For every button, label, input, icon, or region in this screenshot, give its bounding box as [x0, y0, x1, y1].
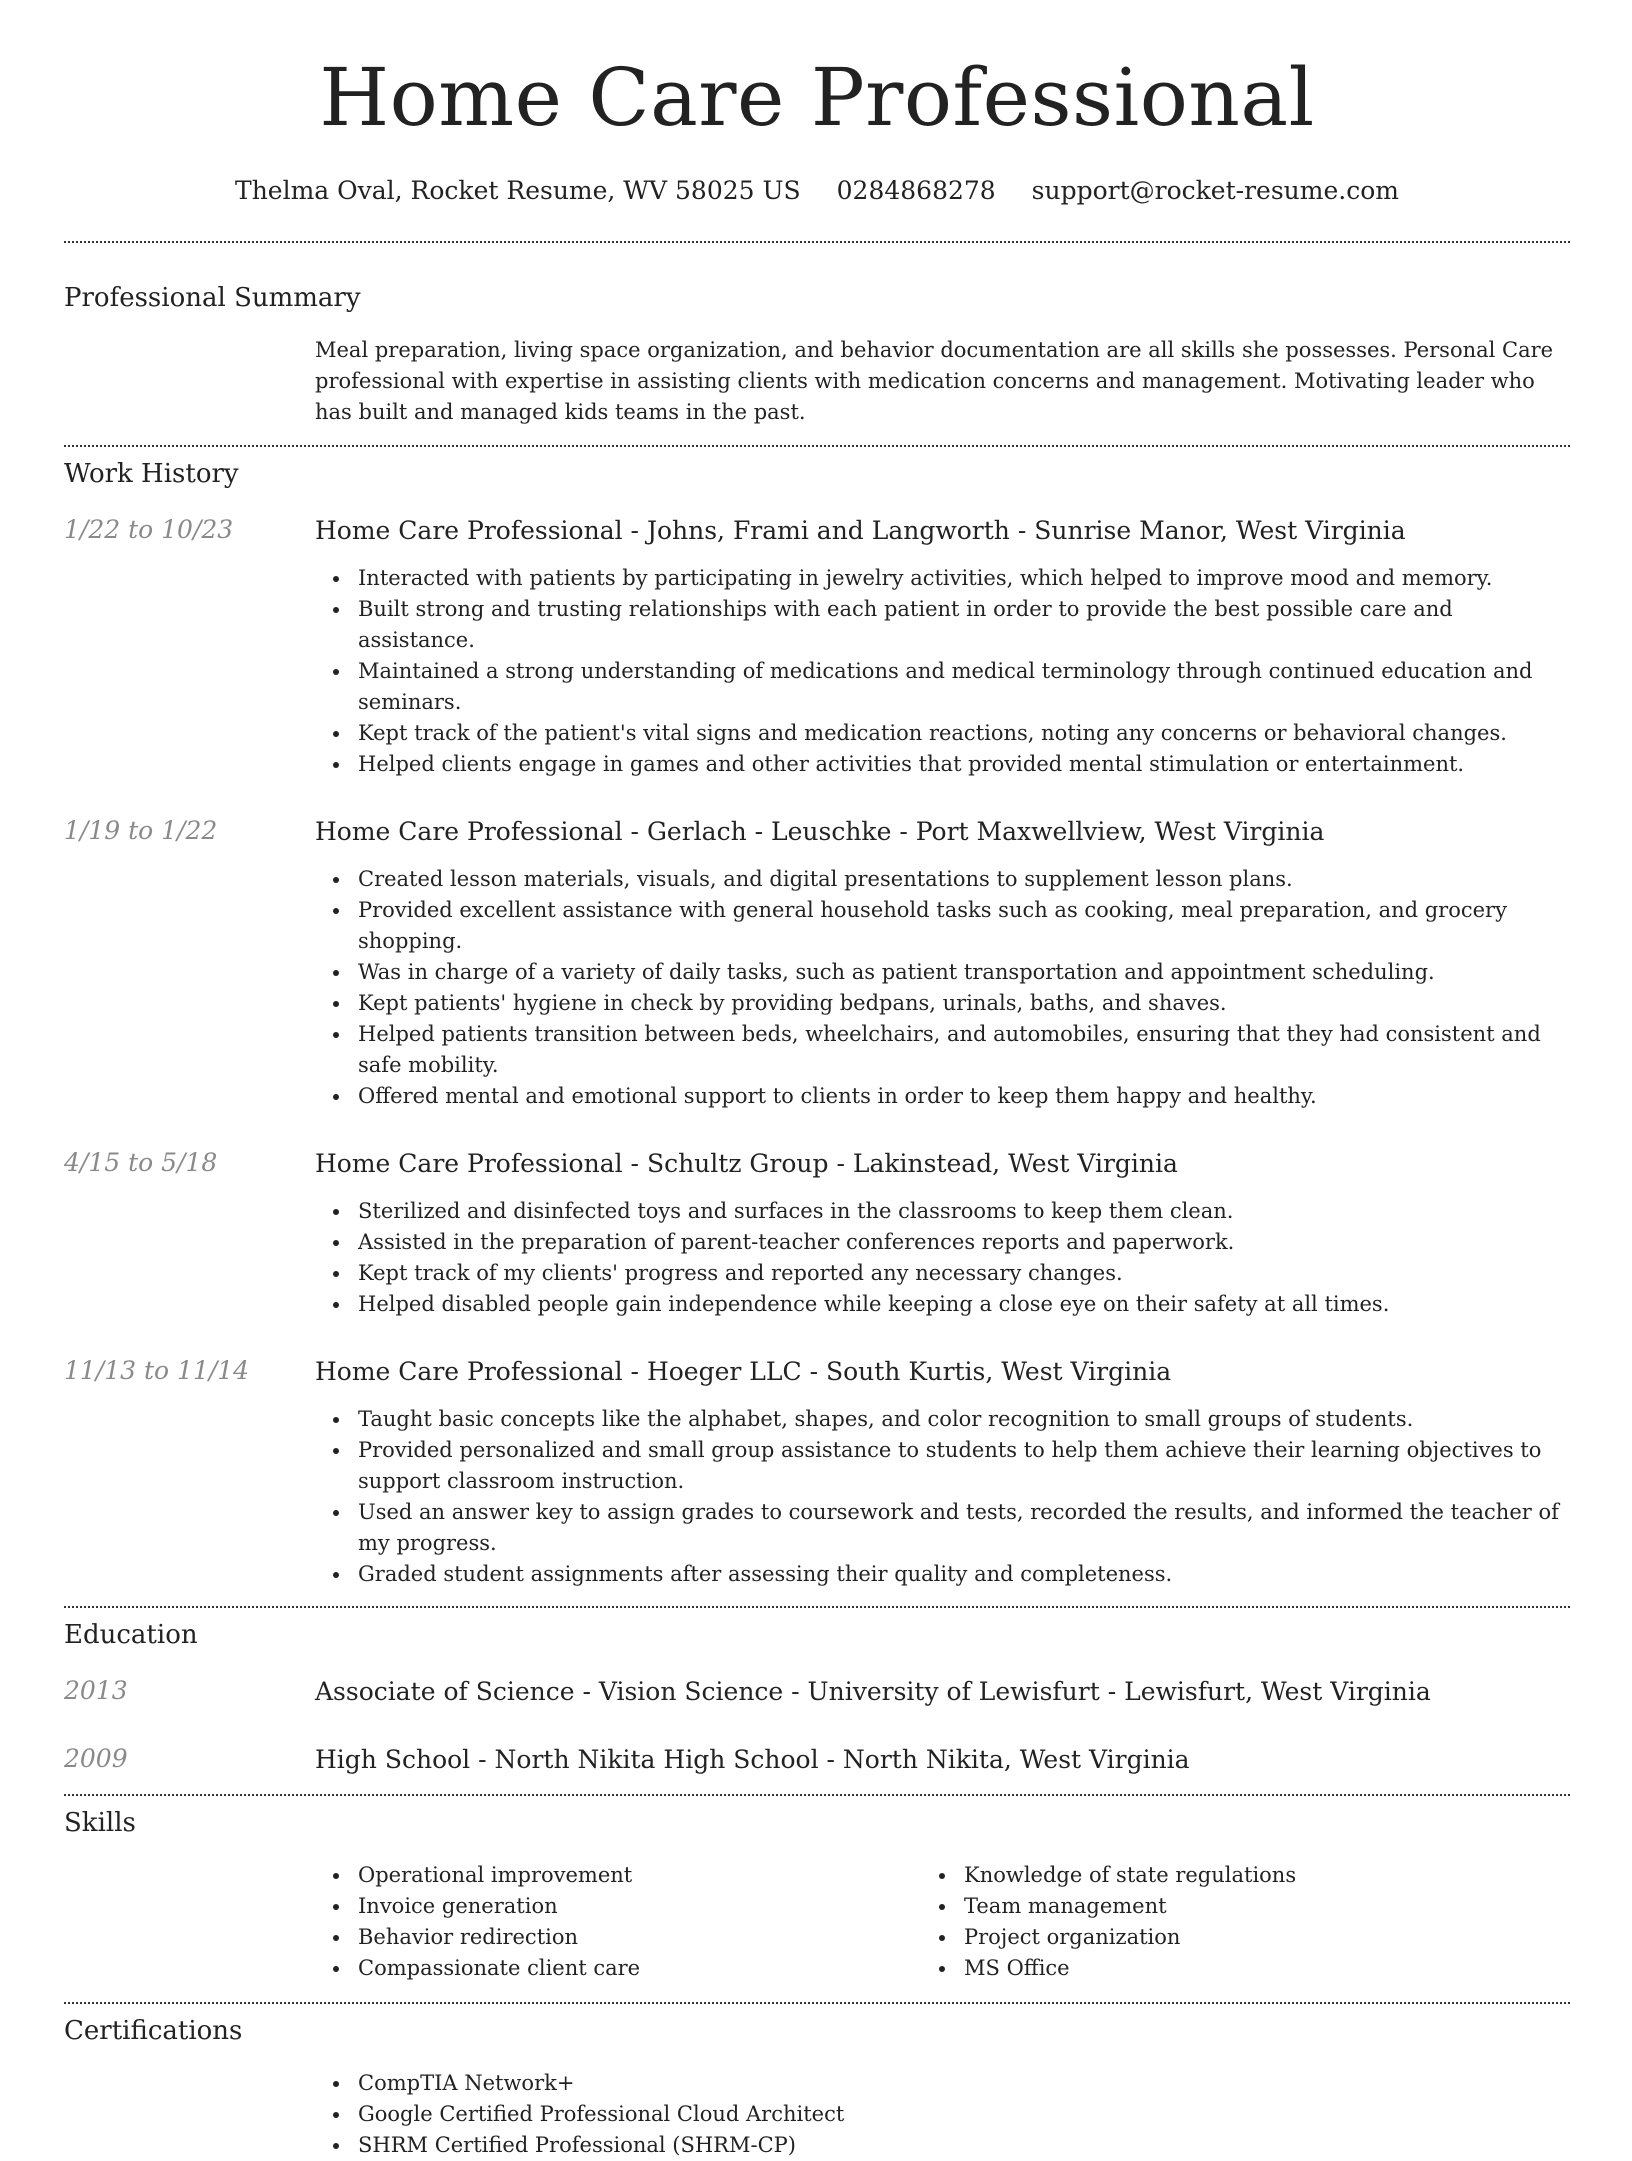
summary-heading: Professional Summary: [64, 283, 361, 313]
skills-column-right: [964, 1860, 1570, 1984]
work-history-heading: Work History: [64, 459, 239, 489]
job-bullet: Interacted with patients by participating in jewelry activities, which helped to improve mood and memory.: [358, 563, 1570, 594]
job-entry: [64, 816, 1570, 1112]
divider: [64, 2002, 1570, 2004]
job-bullet: Provided personalized and small group assistance to students to help them achieve their learning objectives to support classroom instruction.: [358, 1435, 1570, 1497]
divider: [64, 241, 1570, 243]
job-bullet: Created lesson materials, visuals, and digital presentations to supplement lesson plans.: [358, 864, 1570, 895]
job-bullet: Kept patients' hygiene in check by providing bedpans, urinals, baths, and shaves.: [358, 988, 1570, 1019]
education-entry: [64, 1676, 1570, 1708]
job-bullet: Used an answer key to assign grades to coursework and tests, recorded the results, and informed the teacher of my progress.: [358, 1497, 1570, 1559]
skills-grid: [358, 1860, 1570, 1984]
job-bullet: Graded student assignments after assessing their quality and completeness.: [358, 1559, 1570, 1590]
job-bullet: Sterilized and disinfected toys and surfaces in the classrooms to keep them clean.: [358, 1196, 1570, 1227]
job-date: 11/13 to 11/14: [64, 1356, 250, 1385]
education-date: 2009: [64, 1744, 128, 1773]
job-title: Home Care Professional - Gerlach - Leuschke - Port Maxwellview, West Virginia: [315, 817, 1325, 846]
skill-item: Team management: [964, 1891, 1570, 1922]
job-bullets: [358, 1196, 1570, 1320]
job-bullet: Provided excellent assistance with general household tasks such as cooking, meal preparation, and grocery shopping.: [358, 895, 1570, 957]
job-bullet: Helped clients engage in games and other activities that provided mental stimulation or entertainment.: [358, 749, 1570, 780]
job-title: Home Care Professional - Hoeger LLC - South Kurtis, West Virginia: [315, 1357, 1172, 1386]
skills-section: [64, 1808, 1570, 1984]
job-bullet: Assisted in the preparation of parent-teacher conferences reports and paperwork.: [358, 1227, 1570, 1258]
skill-item: Behavior redirection: [358, 1922, 964, 1953]
work-history-section: [64, 459, 1570, 1590]
skills-column-left: [358, 1860, 964, 1984]
job-bullets: [358, 1404, 1570, 1590]
skill-item: Knowledge of state regulations: [964, 1860, 1570, 1891]
certification-item: CompTIA Network+: [358, 2068, 1570, 2099]
contact-address: Thelma Oval, Rocket Resume, WV 58025 US: [235, 176, 801, 205]
job-bullet: Taught basic concepts like the alphabet, shapes, and color recognition to small groups of students.: [358, 1404, 1570, 1435]
divider: [64, 445, 1570, 447]
skill-item: Project organization: [964, 1922, 1570, 1953]
job-bullet: Offered mental and emotional support to clients in order to keep them happy and healthy.: [358, 1081, 1570, 1112]
job-bullets: [358, 563, 1570, 780]
divider: [64, 1606, 1570, 1608]
contact-phone: 0284868278: [836, 176, 996, 205]
education-date: 2013: [64, 1676, 128, 1705]
job-title: Home Care Professional - Schultz Group - Lakinstead, West Virginia: [315, 1149, 1178, 1178]
education-title: High School - North Nikita High School - North Nikita, West Virginia: [315, 1745, 1190, 1774]
education-heading: Education: [64, 1620, 198, 1650]
job-entry: [64, 1148, 1570, 1320]
skill-item: MS Office: [964, 1953, 1570, 1984]
job-bullets: [358, 864, 1570, 1112]
job-bullet: Built strong and trusting relationships with each patient in order to provide the best possible care and assistance.: [358, 594, 1570, 656]
certifications-list: [358, 2068, 1570, 2161]
education-section: [64, 1620, 1570, 1776]
contact-email: support@rocket-resume.com: [1031, 176, 1399, 205]
job-bullet: Kept track of the patient's vital signs and medication reactions, noting any concerns or behavioral changes.: [358, 718, 1570, 749]
certification-item: Google Certified Professional Cloud Architect: [358, 2099, 1570, 2130]
education-title: Associate of Science - Vision Science - University of Lewisfurt - Lewisfurt, West Virginia: [315, 1677, 1431, 1706]
education-entry: [64, 1744, 1570, 1776]
resume-page: [64, 0, 1570, 2161]
job-date: 1/22 to 10/23: [64, 515, 234, 544]
skill-item: Operational improvement: [358, 1860, 964, 1891]
job-bullet: Helped disabled people gain independence while keeping a close eye on their safety at all times.: [358, 1289, 1570, 1320]
skill-item: Compassionate client care: [358, 1953, 964, 1984]
job-bullet: Maintained a strong understanding of medications and medical terminology through continued education and seminars.: [358, 656, 1570, 718]
certification-item: SHRM Certified Professional (SHRM-CP): [358, 2130, 1570, 2161]
job-entry: [64, 1356, 1570, 1590]
skills-heading: Skills: [64, 1808, 136, 1838]
job-bullet: Helped patients transition between beds, wheelchairs, and automobiles, ensuring that they had consistent and safe mobility.: [358, 1019, 1570, 1081]
contact-line: [64, 176, 1570, 205]
job-entry: [64, 515, 1570, 780]
job-bullet: Was in charge of a variety of daily tasks, such as patient transportation and appointment scheduling.: [358, 957, 1570, 988]
certifications-section: [64, 2016, 1570, 2161]
job-bullet: Kept track of my clients' progress and reported any necessary changes.: [358, 1258, 1570, 1289]
summary-section: [64, 283, 1570, 428]
job-date: 1/19 to 1/22: [64, 816, 218, 845]
job-date: 4/15 to 5/18: [64, 1148, 218, 1177]
summary-text: Meal preparation, living space organization, and behavior documentation are all skills she possesses. Personal Care professional with expertise in assisting clients with medication concerns and management. Motivating leader who has built and managed kids teams in the past.: [315, 338, 1554, 424]
divider: [64, 1794, 1570, 1796]
skill-item: Invoice generation: [358, 1891, 964, 1922]
certifications-heading: Certifications: [64, 2016, 243, 2046]
resume-title: Home Care Professional: [319, 51, 1315, 144]
job-title: Home Care Professional - Johns, Frami and Langworth - Sunrise Manor, West Virginia: [315, 516, 1406, 545]
